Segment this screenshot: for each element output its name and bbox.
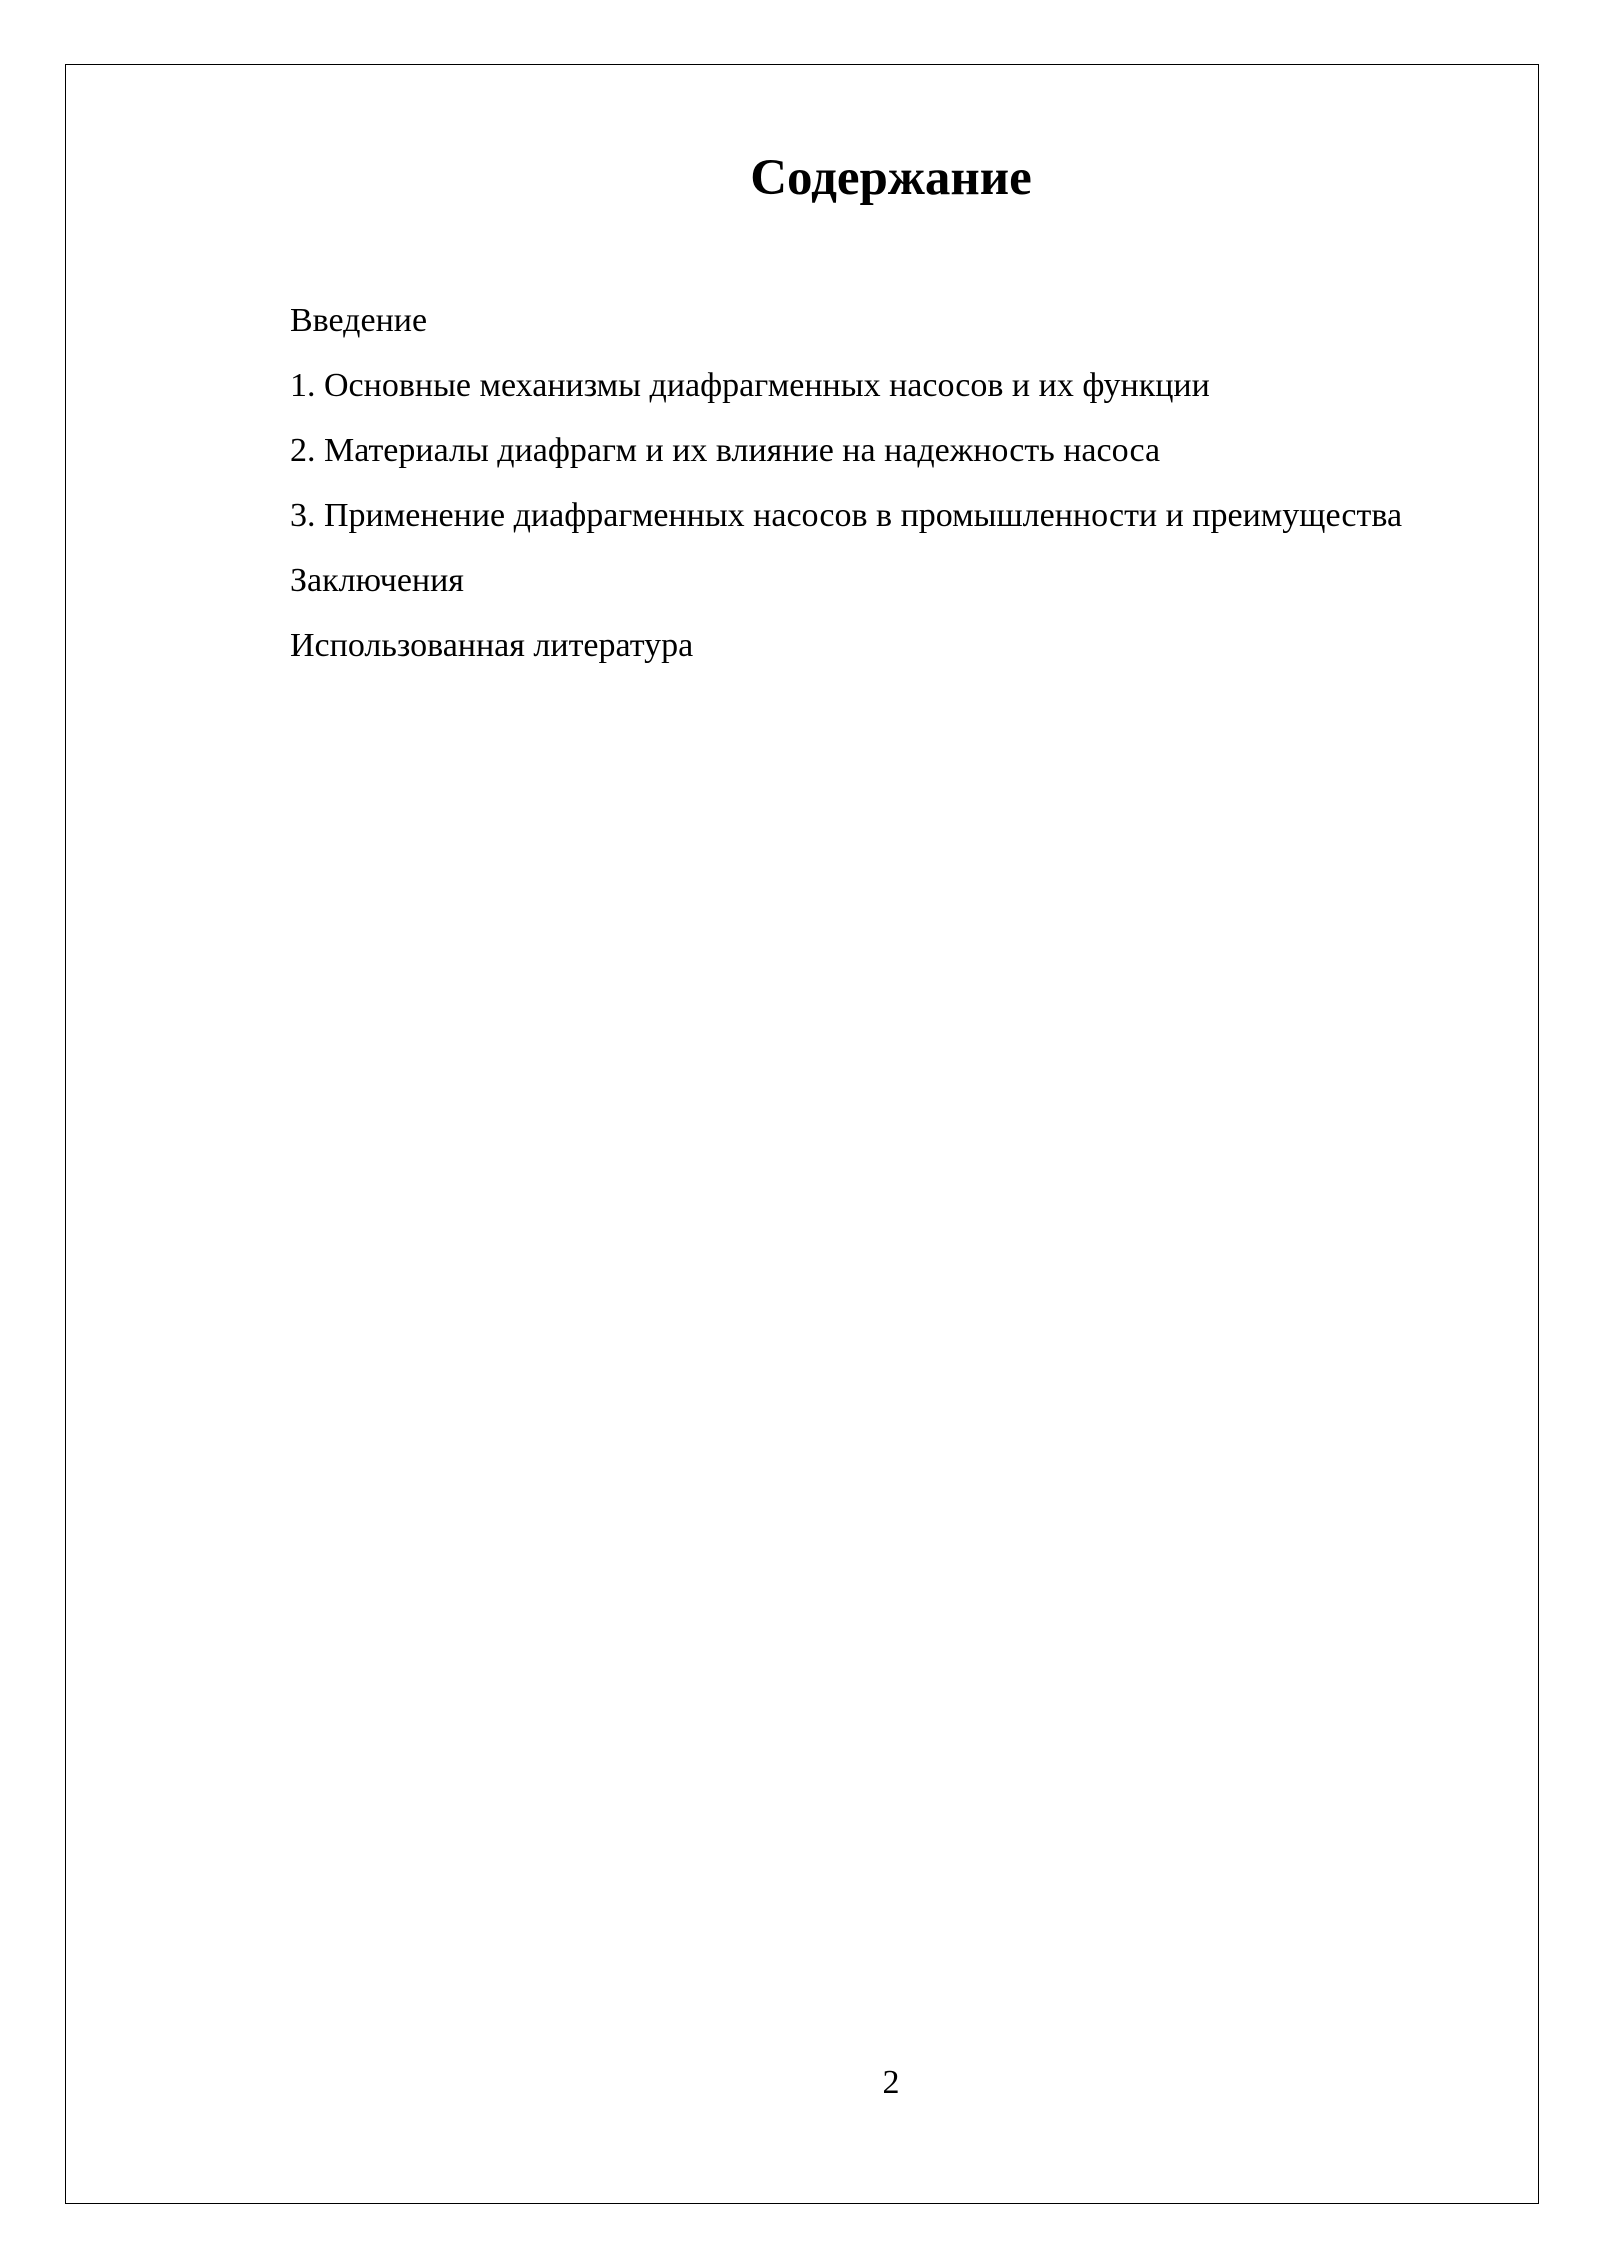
toc-item-section-3: 3. Применение диафрагменных насосов в промышленности и преимущества <box>290 497 1403 534</box>
toc-item-conclusion: Заключения <box>290 562 464 599</box>
toc-item-section-1: 1. Основные механизмы диафрагменных насосов и их функции <box>290 367 1210 404</box>
page-number: 2 <box>882 2064 900 2101</box>
page-title: Содержание <box>750 150 1032 206</box>
table-of-contents <box>228 288 1490 678</box>
toc-item-introduction: Введение <box>290 302 428 339</box>
toc-item-section-2: 2. Материалы диафрагм и их влияние на надежность насоса <box>290 432 1161 469</box>
toc-item-references: Использованная литература <box>290 627 694 664</box>
